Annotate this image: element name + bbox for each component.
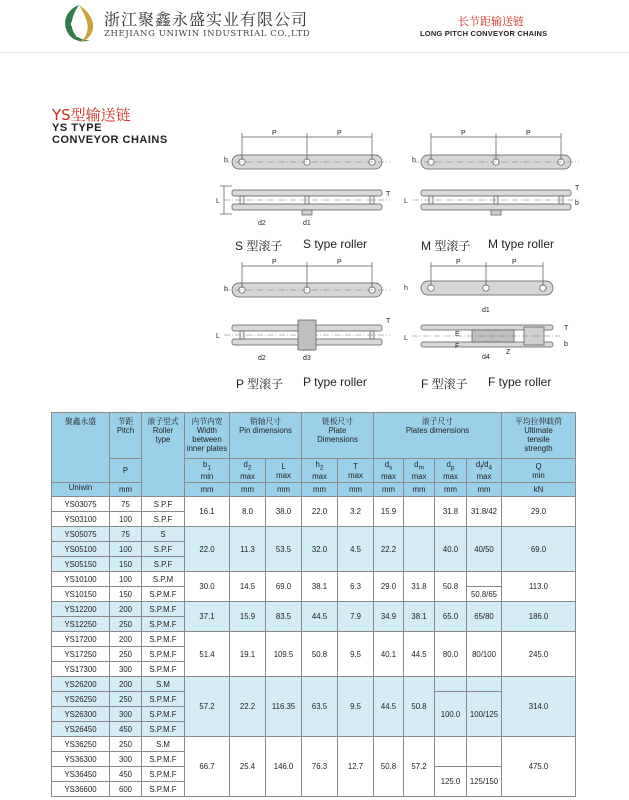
f-type-top-view: [404, 307, 569, 361]
f-l-label: L: [404, 335, 408, 342]
table-cell: S.P.M.F: [142, 617, 185, 632]
table-row: [52, 527, 576, 542]
header-text: Pin dimensions: [239, 426, 292, 435]
header-text: d: [475, 459, 481, 469]
table-cell: 44.5: [302, 602, 338, 632]
header-text: h: [315, 459, 320, 469]
table-row: [52, 497, 576, 512]
table-cell: 3.2: [338, 497, 374, 527]
table-cell: 22.2: [230, 677, 266, 737]
table-cell: 113.0: [502, 572, 576, 602]
header-text: 销轴尺寸: [249, 417, 282, 426]
header-text: 滚子型式: [147, 417, 179, 426]
header-text: p: [450, 464, 455, 472]
table-cell: 16.1: [185, 497, 230, 527]
f-type-side-view: [404, 259, 553, 295]
table-cell: 300: [110, 707, 142, 722]
header-text: d: [384, 459, 390, 469]
f-pitch-label-2: P: [512, 259, 517, 266]
table-row: [52, 737, 576, 752]
s-l-label: L: [216, 198, 220, 205]
table-cell: 75: [110, 527, 142, 542]
header-text: mm: [313, 485, 326, 494]
table-cell: 25.4: [230, 737, 266, 797]
m-type-side-view: [412, 130, 579, 169]
header-text: 2: [319, 464, 324, 472]
table-cell: 44.5: [404, 632, 435, 677]
p-pitch-label-1: P: [272, 259, 277, 266]
header-text: max: [411, 472, 427, 482]
m-type-caption-en: M type roller: [488, 237, 555, 251]
table-cell: 9.5: [338, 632, 374, 677]
table-cell: 40.0: [435, 527, 467, 572]
table-cell: YS17250: [52, 647, 110, 662]
table-cell: 63.5: [302, 677, 338, 737]
th-df-unit: [467, 483, 502, 497]
m-t-label: T: [575, 185, 580, 192]
header-text: L: [281, 461, 286, 471]
table-cell: S.P.M.F: [142, 632, 185, 647]
header-text: min: [200, 472, 214, 482]
header-text: /d: [482, 459, 489, 469]
table-cell: YS12250: [52, 617, 110, 632]
df-empty-cell: [467, 677, 502, 692]
table-cell: 40/50: [467, 527, 502, 572]
header-text: 聚鑫永盛: [64, 417, 97, 426]
table-cell: 34.9: [374, 602, 404, 632]
s-pitch-label-1: P: [272, 130, 277, 137]
header-text: P: [122, 466, 129, 475]
f-e-label: E: [455, 331, 460, 338]
header-text: mm: [241, 485, 254, 494]
table-cell: 200: [110, 632, 142, 647]
table-cell: 22.0: [185, 527, 230, 572]
s-t-label: T: [386, 191, 391, 198]
th-df-d4: [467, 459, 502, 483]
table-cell: 50.8: [374, 737, 404, 797]
s-h-label: h: [224, 157, 228, 164]
header-text: 链板尺寸: [321, 417, 354, 426]
th-roller-dimensions: [374, 413, 502, 459]
df-empty-cell: [467, 737, 502, 767]
th-dm: [404, 459, 435, 483]
dp-empty-cell: [435, 737, 467, 767]
table-cell: 11.3: [230, 527, 266, 572]
table-cell: S.P.M: [142, 572, 185, 587]
th-dp-unit: [435, 483, 467, 497]
table-cell: 80.0: [435, 632, 467, 677]
s-ds-label: d1: [303, 220, 311, 227]
header-text: Dimensions: [317, 435, 358, 444]
table-cell: S: [142, 527, 185, 542]
table-cell: 69.0: [502, 527, 576, 572]
p-pitch-label-2: P: [337, 259, 342, 266]
table-cell: 125/150: [467, 767, 502, 797]
th-dm-unit: [404, 483, 435, 497]
table-cell: S.P.M.F: [142, 752, 185, 767]
table-cell: 31.8: [435, 497, 467, 527]
table-cell: 150: [110, 587, 142, 602]
table-cell: 65.0: [435, 602, 467, 632]
table-cell: S.P.F: [142, 497, 185, 512]
table-cell: YS05150: [52, 557, 110, 572]
table-cell: 300: [110, 752, 142, 767]
s-type-side-view: [224, 130, 390, 169]
table-cell: 250: [110, 692, 142, 707]
dp-empty-cell: [435, 677, 467, 692]
table-cell: 30.0: [185, 572, 230, 602]
spec-table: [51, 412, 576, 797]
table-cell: 14.5: [230, 572, 266, 602]
header-text: Roller: [152, 426, 174, 435]
table-cell: S.M: [142, 677, 185, 692]
header-text: 4: [488, 464, 493, 472]
table-cell: 450: [110, 722, 142, 737]
header-text: min: [532, 470, 545, 480]
company-name-cn: 浙江聚鑫永盛实业有限公司: [104, 10, 309, 29]
th-h2-unit: [302, 483, 338, 497]
header-text: mm: [382, 485, 395, 494]
f-h-label: h: [404, 285, 408, 292]
th-d2-unit: [230, 483, 266, 497]
table-cell: 50.8: [302, 632, 338, 677]
s-type-caption-en: S type roller: [303, 237, 368, 251]
table-cell: YS10150: [52, 587, 110, 602]
table-cell: 475.0: [502, 737, 576, 797]
header-text: mm: [200, 485, 214, 494]
table-cell: YS36300: [52, 752, 110, 767]
table-cell: 29.0: [374, 572, 404, 602]
header-text: Ultimate: [524, 426, 553, 435]
header-text: Uniwin: [68, 483, 93, 492]
table-cell: 44.5: [374, 677, 404, 737]
th-brand-en: [52, 483, 110, 497]
th-plate-dimensions: [302, 413, 374, 459]
header-text: Plates dimensions: [405, 426, 470, 435]
th-t-unit: [338, 483, 374, 497]
table-cell: 186.0: [502, 602, 576, 632]
header-text: 平均拉伸载荷: [515, 417, 562, 426]
th-t: [338, 459, 374, 483]
header-text: inner plates: [186, 444, 228, 453]
table-cell: 4.5: [338, 527, 374, 572]
table-cell: YS26250: [52, 692, 110, 707]
th-l-unit: [266, 483, 302, 497]
header-text: mm: [444, 485, 457, 494]
header-text: 内节内宽: [191, 417, 223, 426]
m-type-top-view: [404, 185, 580, 215]
header-text: f: [480, 464, 482, 472]
table-cell: 19.1: [230, 632, 266, 677]
table-cell: 31.8/42: [467, 497, 502, 527]
table-cell: S.P.M.F: [142, 587, 185, 602]
table-cell: 146.0: [266, 737, 302, 797]
table-cell: 100/125: [467, 692, 502, 737]
th-b1: [185, 459, 230, 483]
table-cell: 38.0: [266, 497, 302, 527]
table-cell: 69.0: [266, 572, 302, 602]
header-text: d: [243, 459, 248, 469]
table-cell: 32.0: [302, 527, 338, 572]
th-pitch: [110, 413, 142, 459]
table-cell: 38.1: [302, 572, 338, 602]
table-cell: 6.3: [338, 572, 374, 602]
table-cell: S.M: [142, 737, 185, 752]
header-text: b: [203, 459, 208, 469]
p-d3-label: d3: [303, 355, 311, 362]
header-text: mm: [477, 485, 491, 494]
table-cell: YS17300: [52, 662, 110, 677]
table-cell: S.P.M.F: [142, 722, 185, 737]
table-cell: YS10100: [52, 572, 110, 587]
table-row: [52, 572, 576, 587]
p-type-caption-cn: P 型滚子: [236, 377, 284, 391]
header-text: d: [446, 459, 451, 469]
f-f-label: F: [455, 343, 460, 350]
table-cell: 76.3: [302, 737, 338, 797]
th-b1-unit: [185, 483, 230, 497]
table-cell: 40.1: [374, 632, 404, 677]
header-text: Q: [535, 461, 542, 471]
table-cell: S.P.M.F: [142, 662, 185, 677]
table-cell: 50.8: [435, 572, 467, 602]
s-type-top-view: [216, 186, 391, 227]
table-cell: S.P.F: [142, 542, 185, 557]
table-cell: S.P.M.F: [142, 707, 185, 722]
p-t-label: T: [386, 318, 391, 325]
header-text: between: [192, 435, 222, 444]
header-text: max: [443, 472, 458, 482]
section-title-en-line2: CONVEYOR CHAINS: [52, 134, 168, 146]
f-b-label: b: [564, 341, 568, 348]
table-cell: S.P.F: [142, 512, 185, 527]
th-dp: [435, 459, 467, 483]
table-cell: 109.5: [266, 632, 302, 677]
th-ds: [374, 459, 404, 483]
table-cell: 300: [110, 662, 142, 677]
p-type-side-view: [224, 259, 390, 297]
header-text: max: [381, 472, 396, 482]
table-cell: 80/100: [467, 632, 502, 677]
header-text: 2: [247, 464, 252, 472]
p-l-label: L: [216, 333, 220, 340]
p-type-caption-en: P type roller: [303, 375, 367, 389]
th-pitch-unit: [110, 483, 142, 497]
s-d2-label: d2: [258, 220, 266, 227]
table-cell: 53.5: [266, 527, 302, 572]
table-cell: YS36600: [52, 782, 110, 797]
table-cell: 15.9: [374, 497, 404, 527]
th-brand: [52, 413, 110, 483]
header-text: mm: [412, 485, 426, 494]
series-title-en: LONG PITCH CONVEYOR CHAINS: [420, 29, 548, 38]
table-cell: 37.1: [185, 602, 230, 632]
f-type-caption-en: F type roller: [488, 375, 552, 389]
table-cell: 38.1: [404, 602, 435, 632]
table-cell: 450: [110, 767, 142, 782]
header-text: mm: [277, 485, 290, 494]
table-cell: 12.7: [338, 737, 374, 797]
header-text: d: [414, 459, 419, 469]
table-cell: 150: [110, 557, 142, 572]
table-cell: 100: [110, 512, 142, 527]
table-cell: 57.2: [404, 737, 435, 797]
s-type-caption-cn: S 型滚子: [235, 239, 283, 253]
header-text: max: [240, 472, 255, 482]
p-d2-label: d2: [258, 355, 266, 362]
table-cell: 125.0: [435, 767, 467, 797]
table-cell: 15.9: [230, 602, 266, 632]
table-row: [52, 602, 576, 617]
table-cell: YS36450: [52, 767, 110, 782]
table-cell: [404, 497, 435, 527]
table-cell: YS26300: [52, 707, 110, 722]
table-cell: S.P.M.F: [142, 647, 185, 662]
header-text: max: [476, 472, 492, 482]
header-text: max: [348, 470, 363, 480]
f-z-label: Z: [506, 349, 511, 356]
th-h2: [302, 459, 338, 483]
table-cell: 116.35: [266, 677, 302, 737]
table-cell: 245.0: [502, 632, 576, 677]
table-cell: YS17200: [52, 632, 110, 647]
table-cell: YS05100: [52, 542, 110, 557]
table-cell: YS36250: [52, 737, 110, 752]
table-cell: 600: [110, 782, 142, 797]
header-text: max: [312, 472, 327, 482]
table-cell: 7.9: [338, 602, 374, 632]
table-cell: YS03075: [52, 497, 110, 512]
table-cell: S.P.M.F: [142, 767, 185, 782]
table-cell: 9.5: [338, 677, 374, 737]
th-tensile-strength: [502, 413, 576, 459]
header-text: Width: [197, 426, 217, 435]
table-cell: 83.5: [266, 602, 302, 632]
table-cell: 57.2: [185, 677, 230, 737]
table-cell: 100: [110, 572, 142, 587]
header-text: tensile: [527, 435, 550, 444]
header-text: Pitch: [116, 426, 135, 435]
table-cell: 75: [110, 497, 142, 512]
header-text: Plate: [328, 426, 347, 435]
table-cell: S.P.M.F: [142, 692, 185, 707]
header-text: kN: [533, 485, 544, 494]
df-empty-cell: [467, 572, 502, 587]
header-text: mm: [119, 485, 132, 494]
m-pitch-label-2: P: [526, 130, 531, 137]
th-roller-type: [142, 413, 185, 497]
table-cell: 8.0: [230, 497, 266, 527]
table-cell: S.P.F: [142, 557, 185, 572]
table-cell: 31.8: [404, 572, 435, 602]
header-text: 节距: [117, 417, 134, 426]
table-cell: YS03100: [52, 512, 110, 527]
table-cell: YS26200: [52, 677, 110, 692]
header-text: 1: [207, 464, 211, 472]
header-text: 滚子尺寸: [421, 417, 454, 426]
table-cell: 66.7: [185, 737, 230, 797]
table-cell: 50.8/65: [467, 587, 502, 602]
table-cell: 200: [110, 602, 142, 617]
m-pitch-label-1: P: [461, 130, 466, 137]
header-text: strength: [524, 444, 553, 453]
table-cell: 100: [110, 542, 142, 557]
p-h-label: h: [224, 286, 228, 293]
table-cell: YS26450: [52, 722, 110, 737]
table-cell: 50.8: [404, 677, 435, 737]
th-pitch-symbol: [110, 459, 142, 483]
th-d2: [230, 459, 266, 483]
table-cell: 22.0: [302, 497, 338, 527]
table-cell: 250: [110, 737, 142, 752]
series-title-cn: 长节距输送链: [458, 15, 524, 28]
table-cell: S.P.M.F: [142, 602, 185, 617]
table-cell: 65/80: [467, 602, 502, 632]
m-l-label: L: [404, 198, 408, 205]
s-pitch-label-2: P: [337, 130, 342, 137]
f-type-caption-cn: F 型滚子: [421, 377, 468, 391]
table-cell: 22.2: [374, 527, 404, 572]
section-title-en-line1: YS TYPE: [52, 122, 102, 134]
table-cell: 200: [110, 677, 142, 692]
table-cell: 250: [110, 617, 142, 632]
m-b-label: b: [575, 200, 579, 207]
th-ds-unit: [374, 483, 404, 497]
f-d1-label: d1: [482, 307, 490, 314]
company-name-en: ZHEJIANG UNIWIN INDUSTRIAL CO.,LTD: [104, 29, 311, 39]
table-cell: S.P.M.F: [142, 782, 185, 797]
th-inner-width: [185, 413, 230, 459]
f-pitch-label-1: P: [456, 259, 461, 266]
header-text: type: [155, 435, 171, 444]
table-cell: 314.0: [502, 677, 576, 737]
table-row: [52, 677, 576, 692]
p-type-top-view: [216, 318, 391, 362]
header-text: max: [276, 470, 291, 480]
table-cell: [404, 527, 435, 572]
table-cell: 250: [110, 647, 142, 662]
m-type-caption-cn: M 型滚子: [421, 239, 471, 253]
header-text: m: [418, 464, 424, 472]
header-text: T: [353, 461, 358, 471]
th-q: [502, 459, 576, 483]
f-t-label: T: [564, 325, 569, 332]
table-cell: 100.0: [435, 692, 467, 737]
f-d4-label: d4: [482, 354, 490, 361]
table-cell: YS12200: [52, 602, 110, 617]
table-row: [52, 632, 576, 647]
table-cell: 29.0: [502, 497, 576, 527]
table-cell: 51.4: [185, 632, 230, 677]
m-h-label: h: [412, 157, 416, 164]
th-pin-dimensions: [230, 413, 302, 459]
header-text: mm: [349, 485, 362, 494]
header-text: s: [389, 464, 393, 472]
th-l: [266, 459, 302, 483]
th-q-unit: [502, 483, 576, 497]
table-cell: YS05075: [52, 527, 110, 542]
section-title-cn: YS型输送链: [52, 106, 131, 124]
